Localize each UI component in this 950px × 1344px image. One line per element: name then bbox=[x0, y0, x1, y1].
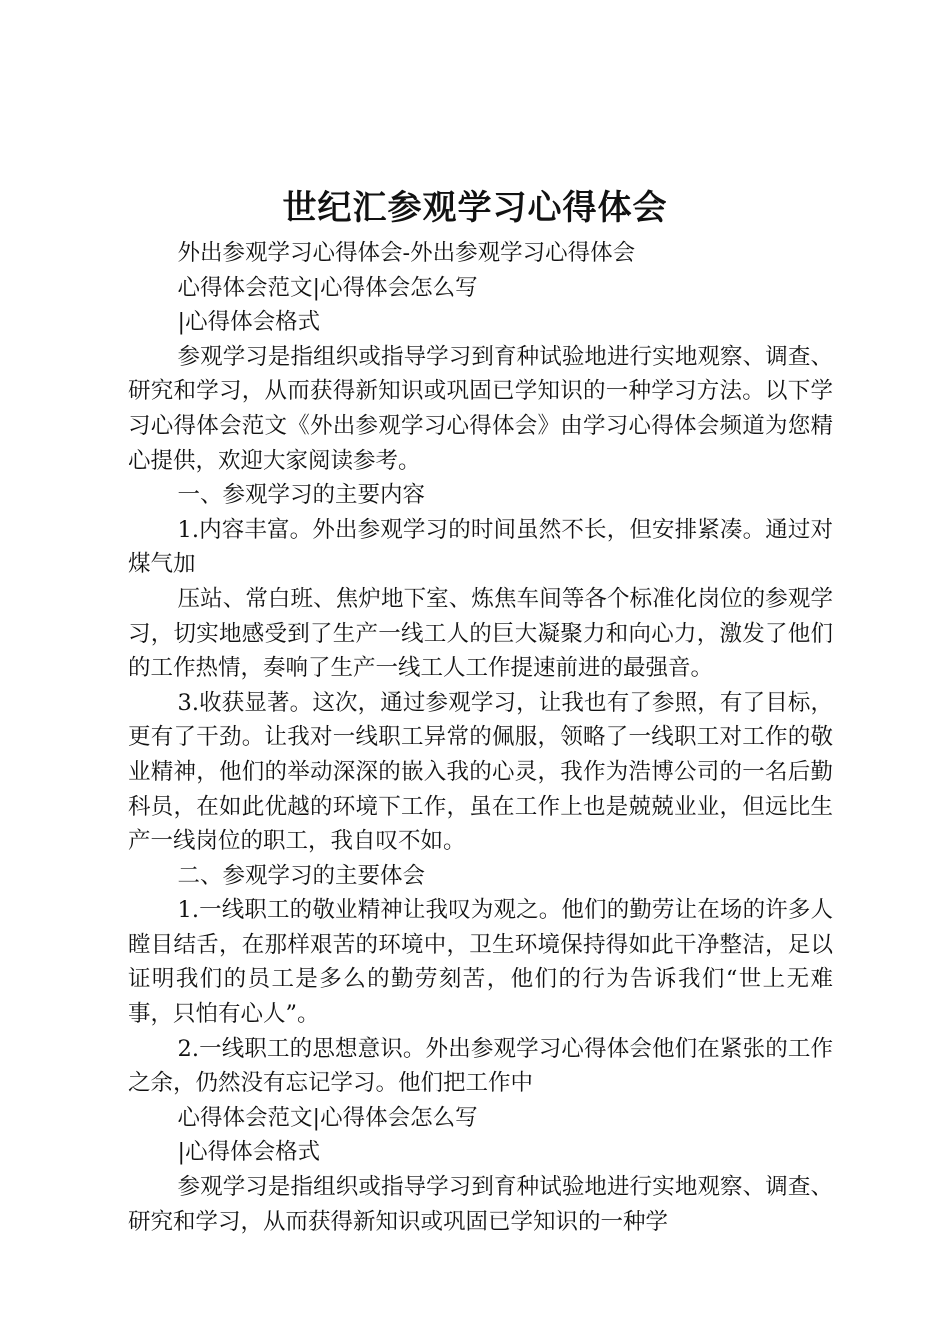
document-title: 世纪汇参观学习心得体会 bbox=[282, 188, 668, 228]
paragraph: |心得体会格式 bbox=[177, 1139, 321, 1166]
paragraph: 参观学习是指组织或指导学习到育种试验地进行实地观察、调查、研究和学习，从而获得新知识或巩固已学知识的一种学习方法。以下学习心得体会范文《外出参观学习心得体会》由学习心得体会频道为您精心提供，欢迎大家阅读参考。 bbox=[128, 343, 833, 474]
paragraph: 心得体会范文|心得体会怎么写 bbox=[177, 1104, 478, 1131]
paragraph: 2.一线职工的思想意识。外出参观学习心得体会他们在紧张的工作之余，仍然没有忘记学习。他们把工作中 bbox=[128, 1035, 833, 1097]
paragraph: 参观学习是指组织或指导学习到育种试验地进行实地观察、调查、研究和学习，从而获得新知识或巩固已学知识的一种学 bbox=[128, 1174, 833, 1235]
section-heading: 二、参观学习的主要体会 bbox=[177, 862, 426, 889]
paragraph: 心得体会范文|心得体会怎么写 bbox=[177, 274, 478, 301]
section-heading: 一、参观学习的主要内容 bbox=[177, 482, 426, 509]
paragraph: 3.收获显著。这次，通过参观学习，让我也有了参照，有了目标，更有了干劲。让我对一线职工异常的佩服，领略了一线职工对工作的敬业精神，他们的举动深深的嵌入我的心灵，我作为浩博公司的一名后勤科员，在如此优越的环境下工作，虽在工作上也是兢兢业业，但远比生产一线岗位的职工，我自叹不如。 bbox=[128, 689, 833, 855]
document-body bbox=[128, 236, 833, 1239]
paragraph: 1.内容丰富。外出参观学习的时间虽然不长，但安排紧凑。通过对煤气加 bbox=[128, 516, 833, 578]
paragraph: 压站、常白班、焦炉地下室、炼焦车间等各个标准化岗位的参观学习，切实地感受到了生产一线工人的巨大凝聚力和向心力，激发了他们的工作热情，奏响了生产一线工人工作提速前进的最强音。 bbox=[128, 585, 833, 682]
paragraph: 外出参观学习心得体会-外出参观学习心得体会 bbox=[177, 240, 636, 266]
paragraph: 1.一线职工的敬业精神让我叹为观之。他们的勤劳让在场的许多人瞠目结舌，在那样艰苦的环境中，卫生环境保持得如此干净整洁，足以证明我们的员工是多么的勤劳刻苦，他们的行为告诉我们“世上无难事，只怕有心人”。 bbox=[128, 897, 833, 1028]
paragraph: |心得体会格式 bbox=[177, 309, 321, 336]
